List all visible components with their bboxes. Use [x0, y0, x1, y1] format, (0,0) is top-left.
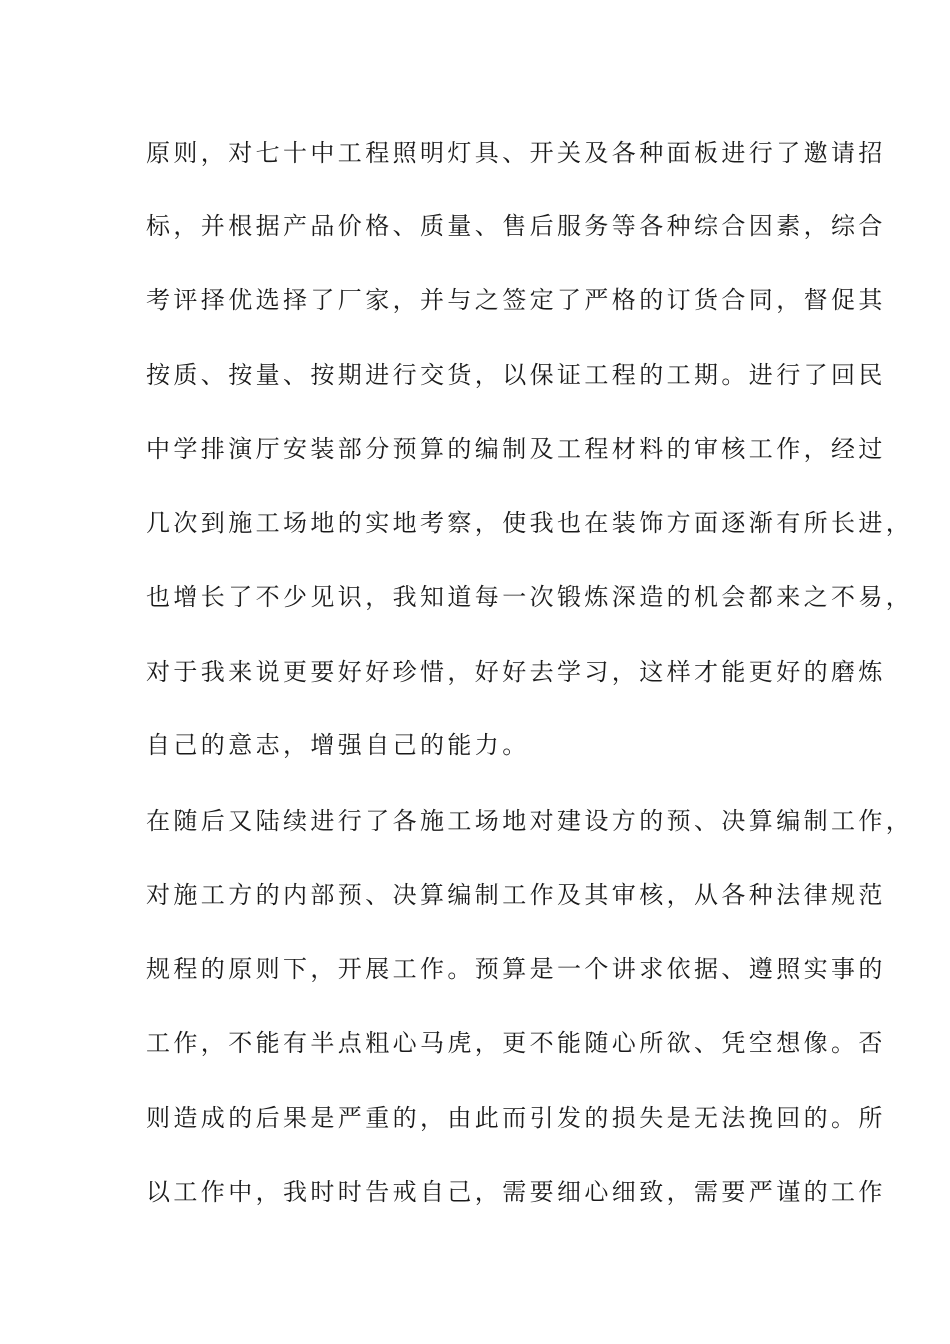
text-line: 原则，对七十中工程照明灯具、开关及各种面板进行了邀请招	[146, 139, 886, 167]
text-line: 工作，不能有半点粗心马虎，更不能随心所欲、凭空想像。否	[146, 1029, 886, 1057]
text-line: 考评择优选择了厂家，并与之签定了严格的订货合同，督促其	[146, 286, 886, 314]
text-line: 对于我来说更要好好珍惜，好好去学习，这样才能更好的磨炼	[146, 658, 886, 686]
text-line: 则造成的后果是严重的，由此而引发的损失是无法挽回的。所	[146, 1104, 886, 1132]
text-line: 对施工方的内部预、决算编制工作及其审核，从各种法律规范	[146, 881, 886, 909]
text-line: 按质、按量、按期进行交货，以保证工程的工期。进行了回民	[146, 361, 886, 389]
text-line: 在随后又陆续进行了各施工场地对建设方的预、决算编制工作，	[146, 807, 914, 835]
text-line: 几次到施工场地的实地考察，使我也在装饰方面逐渐有所长进，	[146, 509, 914, 537]
text-line: 自己的意志，增强自己的能力。	[146, 731, 530, 759]
text-line: 规程的原则下，开展工作。预算是一个讲求依据、遵照实事的	[146, 955, 886, 983]
text-line: 也增长了不少见识，我知道每一次锻炼深造的机会都来之不易，	[146, 583, 914, 611]
text-line: 标，并根据产品价格、质量、售后服务等各种综合因素，综合	[146, 212, 886, 240]
text-line: 以工作中，我时时告戒自己，需要细心细致，需要严谨的工作	[146, 1178, 886, 1206]
text-line: 中学排演厅安装部分预算的编制及工程材料的审核工作，经过	[146, 435, 886, 463]
